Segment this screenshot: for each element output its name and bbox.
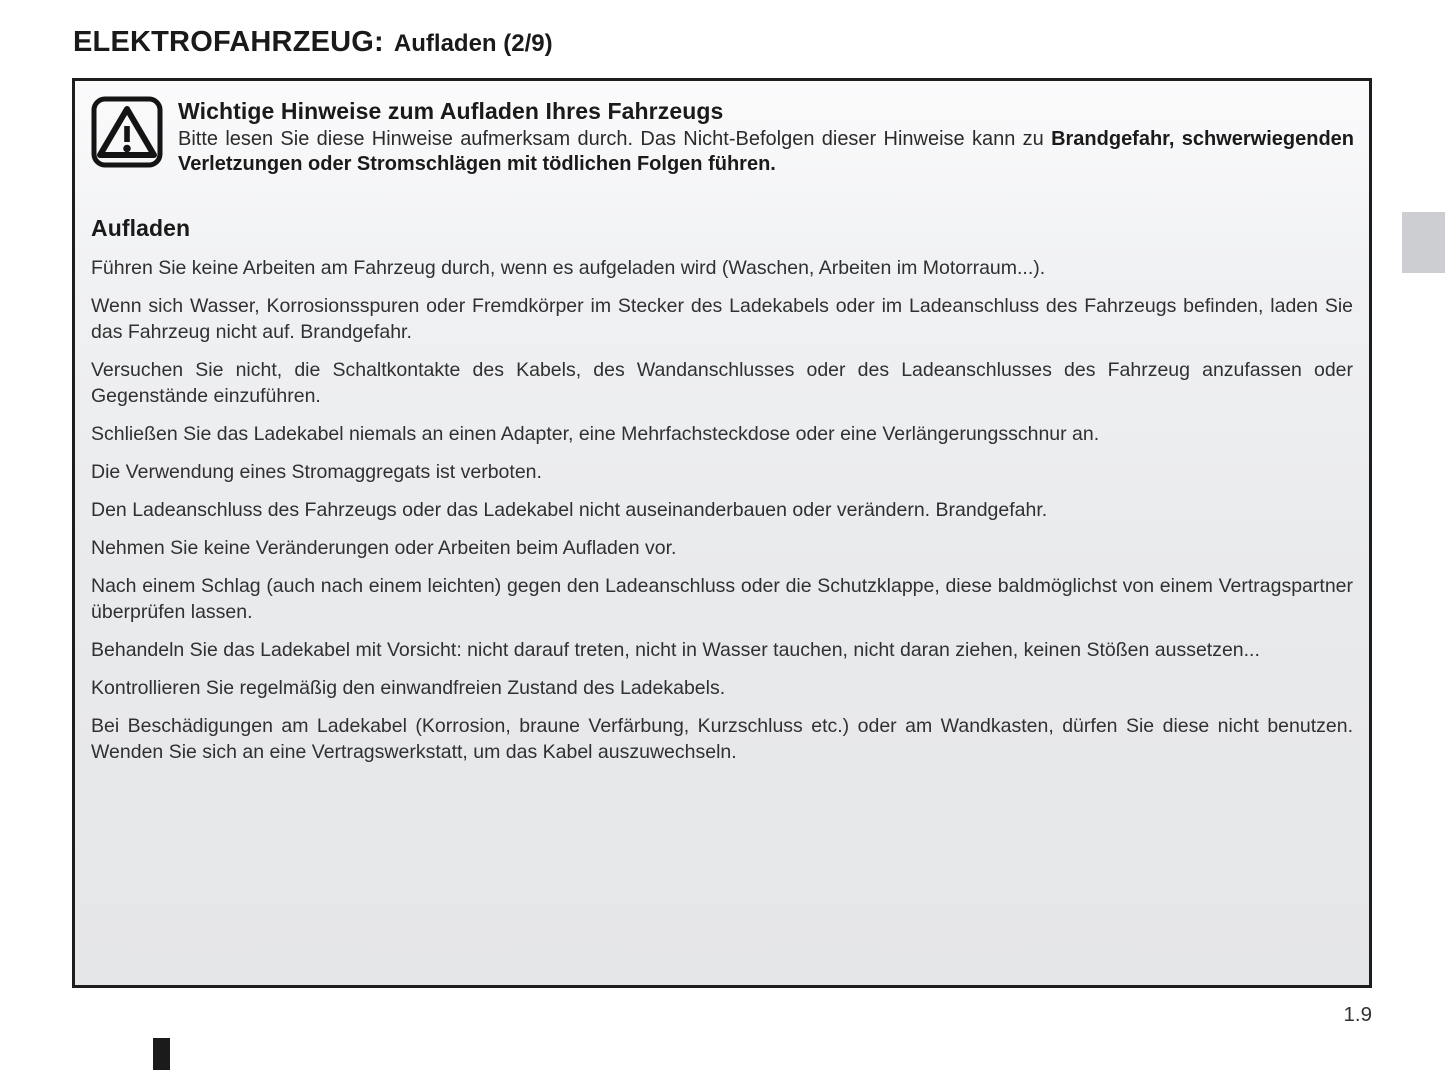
paragraph-no-generator: Die Verwendung eines Stromaggregats ist verboten.: [91, 461, 542, 483]
paragraph-no-work-while-charging: Führen Sie keine Arbeiten am Fahrzeug durch, wenn es aufgeladen wird (Waschen, Arbeiten im Motorraum...).: [91, 257, 1046, 279]
page-title: [73, 26, 553, 59]
warning-text-block: [178, 96, 1354, 177]
warning-body: [178, 127, 1354, 177]
paragraph-water-corrosion: Wenn sich Wasser, Korrosionsspuren oder Fremdkörper im Stecker des Ladekabels oder im Ladeanschluss des Fahrzeugs befinden, laden Sie das Fahrzeug nicht auf. Brandgefahr.: [91, 295, 1353, 343]
binding-mark: [153, 1038, 170, 1070]
warning-body-normal: Bitte lesen Sie diese Hinweise aufmerksam durch. Das Nicht-Befolgen dieser Hinweise kann zu: [178, 128, 1052, 150]
warning-body-bold: Brandgefahr, schwerwiegenden Verletzungen oder Stromschlägen mit tödlichen Folgen führen.: [178, 128, 1354, 175]
paragraph-after-impact: Nach einem Schlag (auch nach einem leichten) gegen den Ladeanschluss oder die Schutzklappe, diese baldmöglichst von einem Vertragspartner überprüfen lassen.: [91, 575, 1353, 623]
paragraph-no-disassembly: Den Ladeanschluss des Fahrzeugs oder das Ladekabel nicht auseinanderbauen oder verändern. Brandgefahr.: [91, 499, 1048, 521]
warning-banner: [91, 96, 1354, 177]
chapter-side-tab: [1402, 212, 1445, 273]
paragraph-check-condition: Kontrollieren Sie regelmäßig den einwandfreien Zustand des Ladekabels.: [91, 677, 726, 699]
warning-triangle-icon: [91, 96, 163, 168]
warning-heading: Wichtige Hinweise zum Aufladen Ihres Fahrzeugs: [178, 98, 724, 124]
paragraph-handle-with-care: Behandeln Sie das Ladekabel mit Vorsicht: nicht darauf treten, nicht in Wasser tauchen, nicht daran ziehen, keinen Stößen aussetzen...: [91, 639, 1260, 661]
content-box: [72, 78, 1372, 988]
paragraph-do-not-touch-contacts: Versuchen Sie nicht, die Schaltkontakte des Kabels, des Wandanschlusses oder des Ladeanschlusses des Fahrzeug anzufassen oder Gegenstände einzuführen.: [91, 359, 1353, 407]
page-title-main: ELEKTROFAHRZEUG:: [73, 26, 384, 58]
section-heading: Aufladen: [91, 215, 191, 241]
page-number: 1.9: [1343, 1003, 1372, 1026]
paragraph-no-adapter: Schließen Sie das Ladekabel niemals an einen Adapter, eine Mehrfachsteckdose oder eine Verlängerungsschnur an.: [91, 423, 1100, 445]
paragraph-damage-replacement: Bei Beschädigungen am Ladekabel (Korrosion, braune Verfärbung, Kurzschluss etc.) oder am Wandkasten, dürfen Sie diese nicht benutzen. Wenden Sie sich an eine Vertragswerkstatt, um das Kabel auszuwechseln.: [91, 715, 1353, 763]
page-title-sub: Aufladen (2/9): [393, 30, 553, 57]
paragraph-no-modifications: Nehmen Sie keine Veränderungen oder Arbeiten beim Aufladen vor.: [91, 537, 677, 559]
